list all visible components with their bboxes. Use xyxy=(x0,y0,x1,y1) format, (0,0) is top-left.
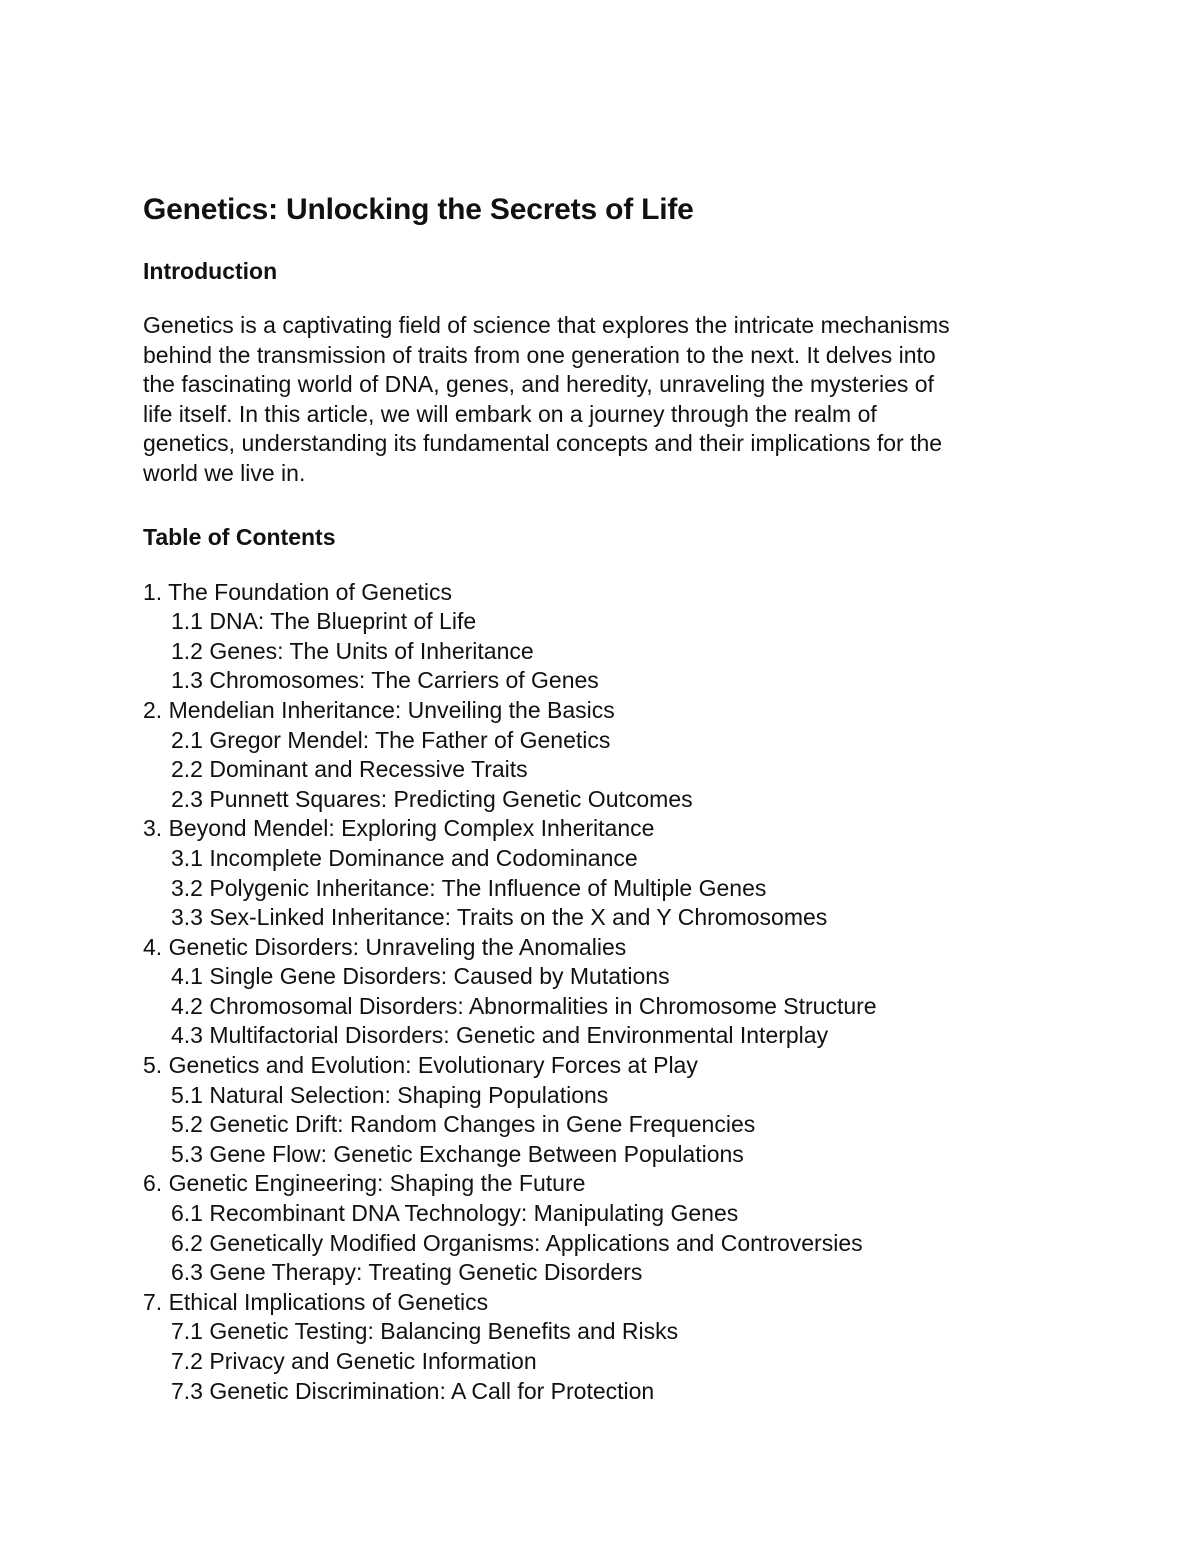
toc-section-item: 1. The Foundation of Genetics xyxy=(143,578,452,605)
toc-subsection-item: 2.1 Gregor Mendel: The Father of Genetics xyxy=(171,726,611,753)
toc-subsection-item: 1.3 Chromosomes: The Carriers of Genes xyxy=(171,667,599,694)
toc-subsection-item: 5.3 Gene Flow: Genetic Exchange Between Populations xyxy=(171,1140,744,1167)
toc-subsection-item: 6.1 Recombinant DNA Technology: Manipulating Genes xyxy=(171,1200,739,1227)
intro-line: Genetics is a captivating field of science that explores the intricate mechanisms xyxy=(143,312,950,338)
document-page xyxy=(143,190,1063,1406)
toc-section-item: 3. Beyond Mendel: Exploring Complex Inheritance xyxy=(143,815,655,842)
table-of-contents xyxy=(143,578,1063,1407)
toc-section-item: 5. Genetics and Evolution: Evolutionary Forces at Play xyxy=(143,1052,698,1079)
toc-subsection-item: 7.3 Genetic Discrimination: A Call for Protection xyxy=(171,1377,655,1404)
introduction-heading: Introduction xyxy=(143,258,278,284)
toc-subsection-item: 2.2 Dominant and Recessive Traits xyxy=(171,756,528,783)
intro-line: genetics, understanding its fundamental concepts and their implications for the xyxy=(143,430,943,457)
toc-subsection-item: 7.2 Privacy and Genetic Information xyxy=(171,1348,537,1374)
toc-subsection-item: 7.1 Genetic Testing: Balancing Benefits and Risks xyxy=(171,1318,679,1345)
toc-section-item: 2. Mendelian Inheritance: Unveiling the Basics xyxy=(143,696,615,723)
toc-subsection-item: 4.1 Single Gene Disorders: Caused by Mutations xyxy=(171,963,670,990)
toc-subsection-item: 5.2 Genetic Drift: Random Changes in Gene Frequencies xyxy=(171,1111,756,1138)
toc-section-item: 7. Ethical Implications of Genetics xyxy=(143,1288,489,1315)
toc-subsection-item: 1.1 DNA: The Blueprint of Life xyxy=(171,608,477,635)
intro-line: life itself. In this article, we will embark on a journey through the realm of xyxy=(143,400,877,427)
toc-subsection-item: 6.2 Genetically Modified Organisms: Applications and Controversies xyxy=(171,1229,863,1256)
toc-subsection-item: 3.2 Polygenic Inheritance: The Influence of Multiple Genes xyxy=(171,874,767,901)
toc-subsection-item: 3.3 Sex-Linked Inheritance: Traits on the X and Y Chromosomes xyxy=(171,904,828,931)
toc-subsection-item: 5.1 Natural Selection: Shaping Populations xyxy=(171,1081,609,1108)
table-of-contents-heading: Table of Contents xyxy=(143,523,336,550)
intro-line: world we live in. xyxy=(143,459,306,486)
toc-section-item: 4. Genetic Disorders: Unraveling the Anomalies xyxy=(143,933,627,960)
toc-subsection-item: 4.3 Multifactorial Disorders: Genetic and Environmental Interplay xyxy=(171,1022,829,1049)
toc-subsection-item: 2.3 Punnett Squares: Predicting Genetic Outcomes xyxy=(171,785,693,812)
intro-line: the fascinating world of DNA, genes, and heredity, unraveling the mysteries of xyxy=(143,371,934,398)
toc-subsection-item: 1.2 Genes: The Units of Inheritance xyxy=(171,637,534,664)
page-title: Genetics: Unlocking the Secrets of Life xyxy=(143,193,694,226)
toc-section-item: 6. Genetic Engineering: Shaping the Future xyxy=(143,1170,586,1197)
toc-subsection-item: 6.3 Gene Therapy: Treating Genetic Disorders xyxy=(171,1259,643,1286)
intro-line: behind the transmission of traits from one generation to the next. It delves into xyxy=(143,341,936,368)
toc-subsection-item: 4.2 Chromosomal Disorders: Abnormalities in Chromosome Structure xyxy=(171,992,877,1019)
introduction-paragraph xyxy=(143,311,1063,489)
toc-subsection-item: 3.1 Incomplete Dominance and Codominance xyxy=(171,844,638,871)
